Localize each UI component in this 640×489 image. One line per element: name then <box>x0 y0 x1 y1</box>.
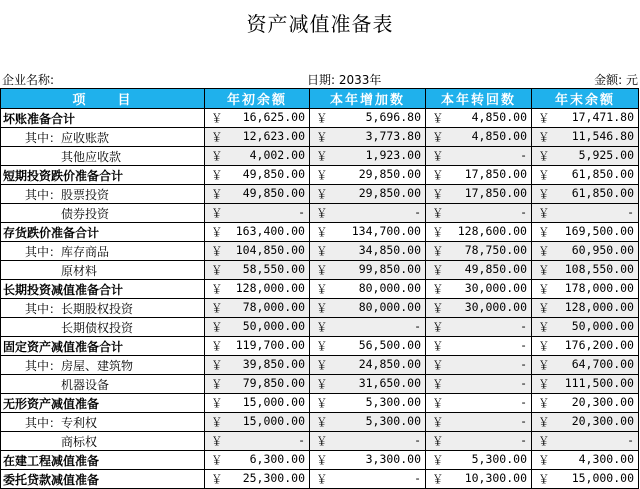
amount-cell[interactable] <box>205 394 310 413</box>
amount-cell[interactable] <box>426 166 532 185</box>
row-item-name[interactable]: 长期债权投资 <box>1 318 205 337</box>
table-row <box>1 242 639 261</box>
amount-cell[interactable] <box>205 242 310 261</box>
amount-cell[interactable] <box>532 204 639 223</box>
currency-symbol: ￥ <box>432 415 444 429</box>
amount-cell[interactable] <box>532 280 639 299</box>
amount-value: 4,850.00 <box>471 110 527 124</box>
currency-symbol: ￥ <box>211 263 223 277</box>
row-item-name[interactable]: 长期投资减值准备合计 <box>1 280 205 299</box>
currency-symbol: ￥ <box>211 111 223 125</box>
amount-value: 25,300.00 <box>242 471 305 485</box>
currency-symbol: ￥ <box>211 377 223 391</box>
row-item-name[interactable]: 委托贷款减值准备 <box>1 470 205 489</box>
amount-value: 64,700.00 <box>571 357 634 371</box>
amount-cell[interactable] <box>532 470 639 489</box>
row-item-name[interactable]: 原材料 <box>1 261 205 280</box>
currency-symbol: ￥ <box>211 130 223 144</box>
amount-value: 5,696.80 <box>365 110 421 124</box>
amount-value: 56,500.00 <box>358 338 421 352</box>
amount-value: 31,650.00 <box>358 376 421 390</box>
currency-symbol: ￥ <box>538 111 550 125</box>
amount-value: 15,000.00 <box>242 414 305 428</box>
column-header-item[interactable]: 项 目 <box>1 89 205 109</box>
currency-symbol: ￥ <box>316 377 328 391</box>
amount-cell[interactable] <box>205 337 310 356</box>
amount-cell[interactable] <box>426 223 532 242</box>
amount-cell[interactable] <box>310 204 426 223</box>
amount-cell[interactable] <box>532 299 639 318</box>
row-item-name[interactable]: 商标权 <box>1 432 205 451</box>
amount-value: 24,850.00 <box>358 357 421 371</box>
currency-symbol: ￥ <box>432 472 444 486</box>
amount-cell[interactable] <box>205 128 310 147</box>
amount-cell[interactable] <box>205 413 310 432</box>
amount-cell[interactable] <box>205 356 310 375</box>
currency-symbol: ￥ <box>432 377 444 391</box>
currency-symbol: ￥ <box>432 187 444 201</box>
amount-value: 50,000.00 <box>571 319 634 333</box>
amount-cell[interactable] <box>310 375 426 394</box>
amount-value: - <box>520 148 527 162</box>
row-item-name[interactable]: 其中：应收账款 <box>1 128 205 147</box>
amount-cell[interactable] <box>532 128 639 147</box>
row-item-name[interactable]: 机器设备 <box>1 375 205 394</box>
currency-symbol: ￥ <box>316 339 328 353</box>
currency-symbol: ￥ <box>211 453 223 467</box>
table-row <box>1 375 639 394</box>
amount-cell[interactable] <box>205 432 310 451</box>
amount-value: - <box>520 357 527 371</box>
currency-symbol: ￥ <box>316 149 328 163</box>
amount-value: 39,850.00 <box>242 357 305 371</box>
currency-symbol: ￥ <box>432 453 444 467</box>
amount-value: 169,500.00 <box>564 224 634 238</box>
table-row <box>1 432 639 451</box>
currency-symbol: ￥ <box>432 168 444 182</box>
amount-cell[interactable] <box>310 299 426 318</box>
currency-symbol: ￥ <box>538 434 550 448</box>
amount-value: 11,546.80 <box>571 129 634 143</box>
amount-cell[interactable] <box>205 166 310 185</box>
amount-cell[interactable] <box>426 470 532 489</box>
currency-symbol: ￥ <box>316 244 328 258</box>
amount-cell[interactable] <box>310 109 426 128</box>
currency-symbol: ￥ <box>432 206 444 220</box>
currency-symbol: ￥ <box>432 320 444 334</box>
amount-value: - <box>298 205 305 219</box>
amount-value: 17,850.00 <box>464 186 527 200</box>
amount-value: 111,500.00 <box>564 376 634 390</box>
amount-value: - <box>520 376 527 390</box>
amount-cell[interactable] <box>532 223 639 242</box>
amount-value: 60,950.00 <box>571 243 634 257</box>
currency-symbol: ￥ <box>538 377 550 391</box>
currency-symbol: ￥ <box>432 149 444 163</box>
amount-value: 1,923.00 <box>365 148 421 162</box>
table-row <box>1 451 639 470</box>
amount-value: 49,850.00 <box>242 186 305 200</box>
amount-value: 49,850.00 <box>464 262 527 276</box>
amount-cell[interactable] <box>310 318 426 337</box>
amount-cell[interactable] <box>310 128 426 147</box>
currency-symbol: ￥ <box>538 187 550 201</box>
currency-symbol: ￥ <box>211 415 223 429</box>
amount-cell[interactable] <box>426 128 532 147</box>
currency-symbol: ￥ <box>432 282 444 296</box>
currency-symbol: ￥ <box>316 263 328 277</box>
amount-cell[interactable] <box>426 147 532 166</box>
column-header-reversal[interactable]: 本年转回数 <box>426 89 532 109</box>
currency-symbol: ￥ <box>316 453 328 467</box>
row-item-name[interactable]: 其他应收款 <box>1 147 205 166</box>
company-name-label: 企业名称: <box>2 73 55 87</box>
currency-symbol: ￥ <box>211 225 223 239</box>
amount-value: 29,850.00 <box>358 167 421 181</box>
report-meta <box>0 71 640 89</box>
amount-cell[interactable] <box>205 223 310 242</box>
amount-value: 99,850.00 <box>358 262 421 276</box>
table-row <box>1 223 639 242</box>
row-item-name[interactable]: 固定资产减值准备合计 <box>1 337 205 356</box>
amount-value: 61,850.00 <box>571 167 634 181</box>
amount-value: - <box>414 471 421 485</box>
currency-symbol: ￥ <box>316 130 328 144</box>
amount-cell[interactable] <box>205 147 310 166</box>
row-item-name[interactable]: 存货跌价准备合计 <box>1 223 205 242</box>
impairment-table <box>0 88 639 489</box>
table-row <box>1 204 639 223</box>
currency-symbol: ￥ <box>538 339 550 353</box>
currency-symbol: ￥ <box>432 244 444 258</box>
amount-value: 5,925.00 <box>578 148 634 162</box>
amount-cell[interactable] <box>532 185 639 204</box>
amount-cell[interactable] <box>426 242 532 261</box>
amount-cell[interactable] <box>426 318 532 337</box>
amount-value: 5,300.00 <box>471 452 527 466</box>
currency-symbol: ￥ <box>538 396 550 410</box>
amount-value: - <box>520 205 527 219</box>
currency-symbol: ￥ <box>316 320 328 334</box>
table-body <box>1 109 639 489</box>
amount-value: 10,300.00 <box>464 471 527 485</box>
row-item-name[interactable]: 其中：房屋、建筑物 <box>1 356 205 375</box>
amount-cell[interactable] <box>532 166 639 185</box>
currency-symbol: ￥ <box>432 263 444 277</box>
currency-symbol: ￥ <box>316 396 328 410</box>
table-row <box>1 470 639 489</box>
page-title: 资产减值准备表 <box>246 12 394 36</box>
amount-value: 30,000.00 <box>464 300 527 314</box>
currency-symbol: ￥ <box>538 263 550 277</box>
row-item-name[interactable]: 其中：长期股权投资 <box>1 299 205 318</box>
currency-symbol: ￥ <box>432 111 444 125</box>
currency-symbol: ￥ <box>432 434 444 448</box>
row-item-name[interactable]: 其中：库存商品 <box>1 242 205 261</box>
amount-value: 20,300.00 <box>571 395 634 409</box>
amount-cell[interactable] <box>532 318 639 337</box>
amount-value: 58,550.00 <box>242 262 305 276</box>
table-row <box>1 166 639 185</box>
currency-symbol: ￥ <box>316 282 328 296</box>
amount-value: - <box>627 433 634 447</box>
currency-symbol: ￥ <box>211 320 223 334</box>
amount-value: - <box>414 319 421 333</box>
currency-symbol: ￥ <box>432 396 444 410</box>
column-header-closing[interactable]: 年末余额 <box>532 89 639 109</box>
amount-value: - <box>414 205 421 219</box>
amount-cell[interactable] <box>310 242 426 261</box>
amount-value: 134,700.00 <box>351 224 421 238</box>
amount-cell[interactable] <box>205 470 310 489</box>
amount-cell[interactable] <box>205 109 310 128</box>
amount-value: - <box>520 433 527 447</box>
currency-symbol: ￥ <box>538 130 550 144</box>
table-header-row <box>1 89 639 109</box>
table-row <box>1 109 639 128</box>
table-row <box>1 185 639 204</box>
currency-symbol: ￥ <box>538 415 550 429</box>
amount-value: 17,471.80 <box>571 110 634 124</box>
amount-value: - <box>520 414 527 428</box>
amount-cell[interactable] <box>532 147 639 166</box>
currency-symbol: ￥ <box>538 282 550 296</box>
amount-value: - <box>414 433 421 447</box>
amount-cell[interactable] <box>310 223 426 242</box>
currency-symbol: ￥ <box>538 244 550 258</box>
amount-value: - <box>520 319 527 333</box>
amount-cell[interactable] <box>310 261 426 280</box>
amount-cell[interactable] <box>205 451 310 470</box>
amount-value: 61,850.00 <box>571 186 634 200</box>
amount-cell[interactable] <box>310 451 426 470</box>
amount-cell[interactable] <box>532 242 639 261</box>
amount-cell[interactable] <box>205 280 310 299</box>
amount-cell[interactable] <box>310 356 426 375</box>
currency-symbol: ￥ <box>211 244 223 258</box>
currency-symbol: ￥ <box>316 111 328 125</box>
table-row <box>1 413 639 432</box>
amount-value: 4,850.00 <box>471 129 527 143</box>
amount-value: 6,300.00 <box>249 452 305 466</box>
currency-symbol: ￥ <box>432 301 444 315</box>
amount-value: 20,300.00 <box>571 414 634 428</box>
amount-cell[interactable] <box>532 413 639 432</box>
amount-cell[interactable] <box>310 413 426 432</box>
table-row <box>1 356 639 375</box>
amount-cell[interactable] <box>532 337 639 356</box>
amount-cell[interactable] <box>310 432 426 451</box>
currency-symbol: ￥ <box>538 301 550 315</box>
amount-cell[interactable] <box>310 337 426 356</box>
currency-symbol: ￥ <box>538 225 550 239</box>
currency-symbol: ￥ <box>432 130 444 144</box>
amount-cell[interactable] <box>532 432 639 451</box>
amount-value: 34,850.00 <box>358 243 421 257</box>
currency-symbol: ￥ <box>211 339 223 353</box>
currency-symbol: ￥ <box>538 472 550 486</box>
table-row <box>1 299 639 318</box>
amount-cell[interactable] <box>426 356 532 375</box>
amount-cell[interactable] <box>532 375 639 394</box>
currency-symbol: ￥ <box>538 453 550 467</box>
amount-value: - <box>298 433 305 447</box>
amount-cell[interactable] <box>426 109 532 128</box>
currency-symbol: ￥ <box>211 434 223 448</box>
currency-symbol: ￥ <box>316 472 328 486</box>
table-row <box>1 280 639 299</box>
row-item-name[interactable]: 其中：股票投资 <box>1 185 205 204</box>
row-item-name[interactable]: 债券投资 <box>1 204 205 223</box>
amount-cell[interactable] <box>205 318 310 337</box>
amount-value: 3,300.00 <box>365 452 421 466</box>
amount-value: 80,000.00 <box>358 281 421 295</box>
currency-symbol: ￥ <box>316 358 328 372</box>
currency-symbol: ￥ <box>316 168 328 182</box>
amount-cell[interactable] <box>310 470 426 489</box>
amount-cell[interactable] <box>426 185 532 204</box>
table-row <box>1 128 639 147</box>
currency-symbol: ￥ <box>432 358 444 372</box>
amount-value: 163,400.00 <box>235 224 305 238</box>
table-row <box>1 261 639 280</box>
amount-value: 80,000.00 <box>358 300 421 314</box>
currency-symbol: ￥ <box>316 415 328 429</box>
amount-value: 104,850.00 <box>235 243 305 257</box>
amount-cell[interactable] <box>310 280 426 299</box>
amount-value: 128,000.00 <box>564 300 634 314</box>
amount-value: 5,300.00 <box>365 395 421 409</box>
table-row <box>1 147 639 166</box>
amount-cell[interactable] <box>205 261 310 280</box>
amount-cell[interactable] <box>532 394 639 413</box>
amount-value: 176,200.00 <box>564 338 634 352</box>
amount-cell[interactable] <box>532 261 639 280</box>
amount-value: 128,000.00 <box>235 281 305 295</box>
amount-cell[interactable] <box>310 166 426 185</box>
amount-cell[interactable] <box>205 204 310 223</box>
amount-value: 17,850.00 <box>464 167 527 181</box>
amount-cell[interactable] <box>310 394 426 413</box>
currency-symbol: ￥ <box>211 358 223 372</box>
currency-symbol: ￥ <box>211 301 223 315</box>
amount-value: 108,550.00 <box>564 262 634 276</box>
amount-value: 119,700.00 <box>235 338 305 352</box>
amount-cell[interactable] <box>310 147 426 166</box>
amount-value: - <box>520 338 527 352</box>
amount-value: 5,300.00 <box>365 414 421 428</box>
amount-value: 79,850.00 <box>242 376 305 390</box>
amount-cell[interactable] <box>426 394 532 413</box>
amount-cell[interactable] <box>426 375 532 394</box>
amount-value: 128,600.00 <box>457 224 527 238</box>
amount-cell[interactable] <box>310 185 426 204</box>
amount-value: 50,000.00 <box>242 319 305 333</box>
row-item-name[interactable]: 在建工程减值准备 <box>1 451 205 470</box>
amount-cell[interactable] <box>426 204 532 223</box>
amount-cell[interactable] <box>426 261 532 280</box>
amount-value: 30,000.00 <box>464 281 527 295</box>
amount-value: 29,850.00 <box>358 186 421 200</box>
currency-symbol: ￥ <box>211 149 223 163</box>
table-row <box>1 318 639 337</box>
currency-symbol: ￥ <box>538 206 550 220</box>
currency-symbol: ￥ <box>211 168 223 182</box>
amount-value: 16,625.00 <box>242 110 305 124</box>
amount-value: 15,000.00 <box>242 395 305 409</box>
amount-value: 4,002.00 <box>249 148 305 162</box>
currency-symbol: ￥ <box>316 434 328 448</box>
table-row <box>1 337 639 356</box>
currency-symbol: ￥ <box>211 206 223 220</box>
amount-cell[interactable] <box>532 451 639 470</box>
column-header-increase[interactable]: 本年增加数 <box>310 89 426 109</box>
currency-symbol: ￥ <box>211 282 223 296</box>
amount-value: - <box>627 205 634 219</box>
amount-value: 78,750.00 <box>464 243 527 257</box>
currency-symbol: ￥ <box>211 396 223 410</box>
currency-symbol: ￥ <box>211 472 223 486</box>
currency-symbol: ￥ <box>316 225 328 239</box>
table-row <box>1 394 639 413</box>
amount-cell[interactable] <box>426 280 532 299</box>
currency-symbol: ￥ <box>538 358 550 372</box>
amount-value: 15,000.00 <box>571 471 634 485</box>
amount-value: 49,850.00 <box>242 167 305 181</box>
amount-cell[interactable] <box>426 299 532 318</box>
date-label: 日期: 2033年 <box>307 73 382 87</box>
amount-value: 78,000.00 <box>242 300 305 314</box>
amount-cell[interactable] <box>205 375 310 394</box>
amount-cell[interactable] <box>532 109 639 128</box>
amount-cell[interactable] <box>426 413 532 432</box>
currency-symbol: ￥ <box>316 187 328 201</box>
row-item-name[interactable]: 坏账准备合计 <box>1 109 205 128</box>
amount-cell[interactable] <box>532 356 639 375</box>
amount-value: 3,773.80 <box>365 129 421 143</box>
amount-cell[interactable] <box>205 185 310 204</box>
row-item-name[interactable]: 无形资产减值准备 <box>1 394 205 413</box>
currency-symbol: ￥ <box>316 301 328 315</box>
amount-value: - <box>520 395 527 409</box>
amount-cell[interactable] <box>426 432 532 451</box>
amount-cell[interactable] <box>426 337 532 356</box>
currency-symbol: ￥ <box>538 149 550 163</box>
unit-label: 金额: 元 <box>594 73 638 87</box>
currency-symbol: ￥ <box>432 225 444 239</box>
currency-symbol: ￥ <box>211 187 223 201</box>
amount-value: 4,300.00 <box>578 452 634 466</box>
currency-symbol: ￥ <box>538 168 550 182</box>
amount-value: 12,623.00 <box>242 129 305 143</box>
row-item-name[interactable]: 其中：专利权 <box>1 413 205 432</box>
amount-cell[interactable] <box>426 451 532 470</box>
currency-symbol: ￥ <box>538 320 550 334</box>
currency-symbol: ￥ <box>432 339 444 353</box>
row-item-name[interactable]: 短期投资跌价准备合计 <box>1 166 205 185</box>
column-header-opening[interactable]: 年初余额 <box>205 89 310 109</box>
amount-value: 178,000.00 <box>564 281 634 295</box>
amount-cell[interactable] <box>205 299 310 318</box>
currency-symbol: ￥ <box>316 206 328 220</box>
